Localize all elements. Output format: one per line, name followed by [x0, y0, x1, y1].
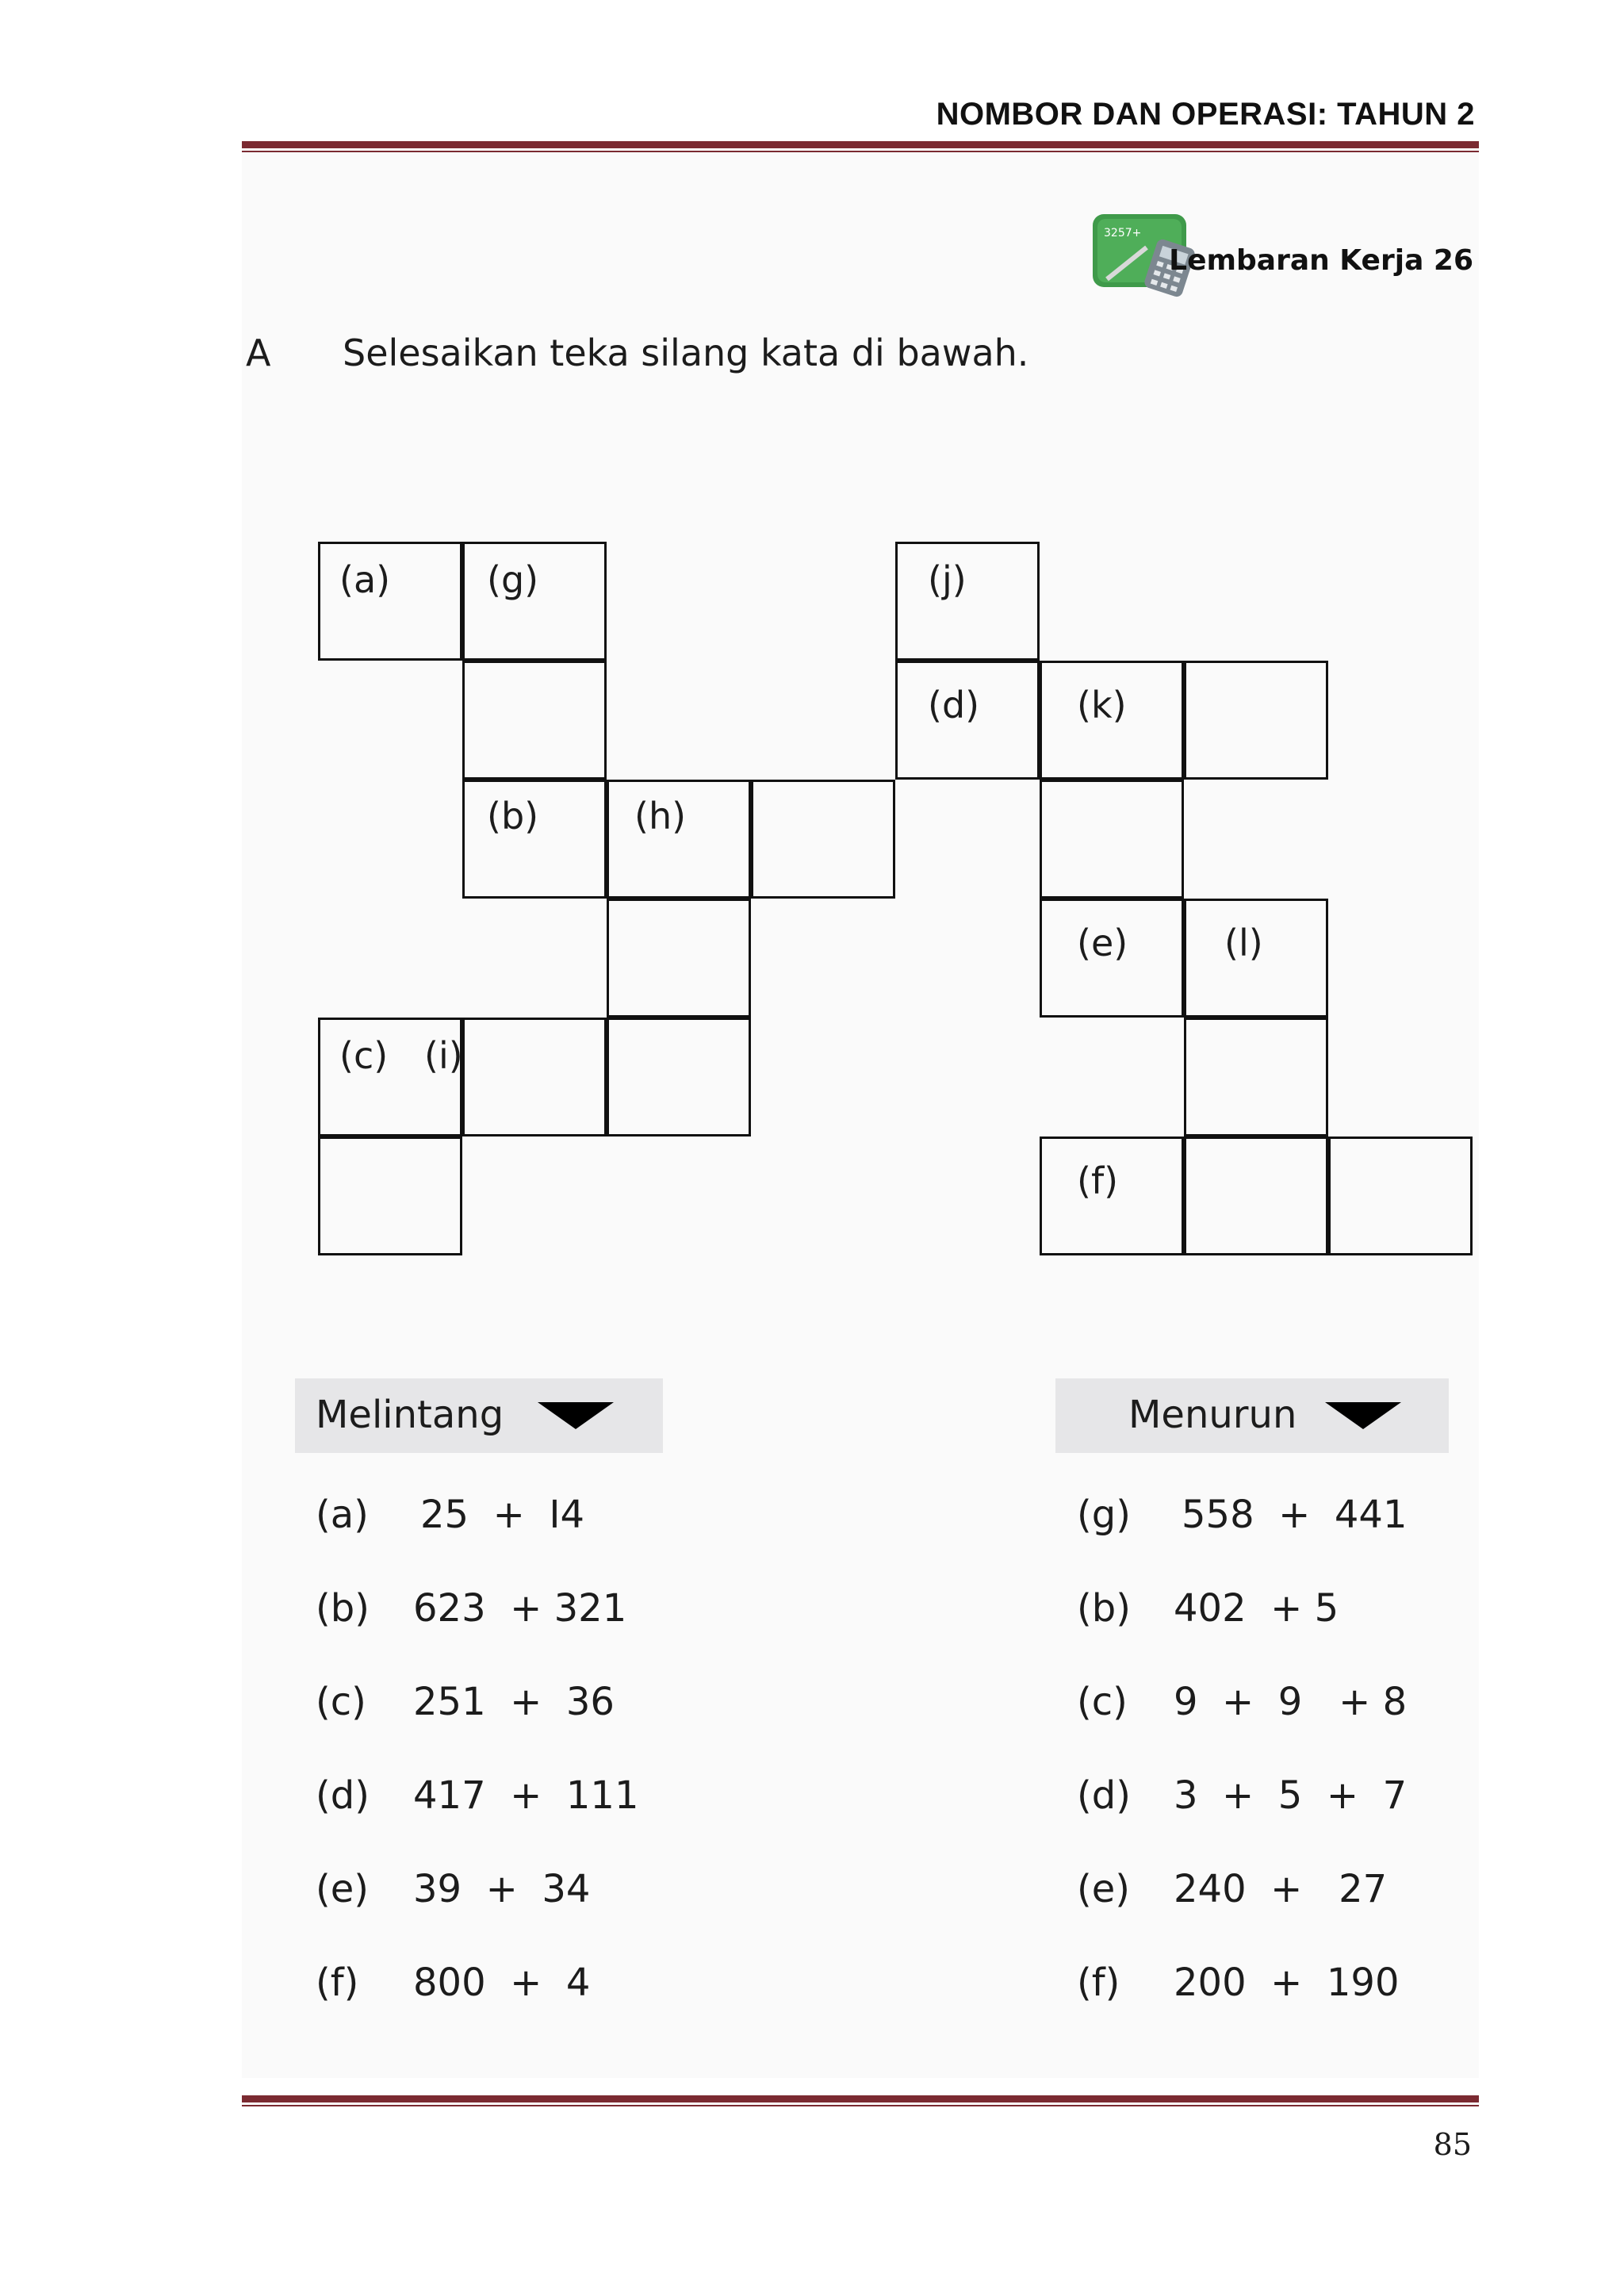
icon-text: 3257+: [1104, 227, 1142, 240]
triangle-down-icon: [1325, 1402, 1401, 1429]
across-clue-expr: 800 + 4: [413, 1961, 591, 2005]
across-clue-label: (a): [316, 1493, 369, 1537]
across-clue-label: (f): [316, 1961, 359, 2005]
down-clue-expr: 200 + 190: [1174, 1961, 1400, 2005]
page-number: 85: [1433, 2127, 1472, 2162]
across-clue-expr: 25 + I4: [420, 1493, 585, 1537]
grid-label-a: (a): [339, 558, 391, 601]
grid-label-d: (d): [928, 684, 980, 726]
grid-cell[interactable]: [318, 1137, 462, 1255]
across-clue-label: (e): [316, 1867, 369, 1911]
across-clue-expr: 623 + 321: [413, 1586, 627, 1631]
across-clue-expr: 251 + 36: [413, 1680, 615, 1724]
grid-cell[interactable]: [895, 542, 1040, 661]
grid-label-e: (e): [1077, 922, 1128, 964]
across-clue-expr: 39 + 34: [413, 1867, 591, 1911]
down-clue-label: (b): [1077, 1586, 1131, 1631]
grid-cell[interactable]: [1184, 1137, 1328, 1255]
down-clue-label: (g): [1077, 1493, 1131, 1537]
header-rule-thin: [242, 151, 1479, 152]
section-letter: A: [246, 332, 271, 374]
grid-label-g: (g): [487, 558, 539, 601]
grid-label-j: (j): [928, 558, 967, 601]
triangle-down-icon: [538, 1402, 614, 1429]
down-clue-expr: 558 + 441: [1182, 1493, 1408, 1537]
across-clue-label: (c): [316, 1680, 366, 1724]
down-clue-label: (c): [1077, 1680, 1128, 1724]
header-title: NOMBOR DAN OPERASI: TAHUN 2: [936, 97, 1475, 132]
down-clue-label: (f): [1077, 1961, 1120, 2005]
grid-cell[interactable]: [1040, 780, 1184, 899]
down-header: [1055, 1378, 1449, 1453]
grid-cell[interactable]: [1328, 1137, 1473, 1255]
grid-label-c: (c): [339, 1034, 389, 1077]
header-rule: [242, 141, 1479, 148]
down-clue-expr: 240 + 27: [1174, 1867, 1388, 1911]
grid-label-h: (h): [634, 795, 687, 838]
footer-rule: [242, 2095, 1479, 2102]
grid-cell[interactable]: [607, 899, 751, 1018]
down-clue-label: (d): [1077, 1773, 1131, 1818]
grid-label-b: (b): [487, 795, 539, 838]
down-title: Menurun: [1128, 1393, 1297, 1437]
across-header: [295, 1378, 663, 1453]
grid-cell[interactable]: [1184, 1018, 1328, 1137]
down-clue-expr: 9 + 9 + 8: [1174, 1680, 1408, 1724]
across-clue-label: (b): [316, 1586, 370, 1631]
instruction: Selesaikan teka silang kata di bawah.: [343, 332, 1029, 374]
grid-cell[interactable]: [607, 1018, 751, 1137]
grid-label-i: (i): [424, 1034, 463, 1077]
grid-label-l: (l): [1224, 922, 1263, 964]
grid-label-f: (f): [1077, 1159, 1119, 1202]
down-clue-expr: 3 + 5 + 7: [1174, 1773, 1408, 1818]
grid-cell[interactable]: [751, 780, 895, 899]
grid-cell[interactable]: [1184, 661, 1328, 780]
footer-rule-thin: [242, 2105, 1479, 2106]
grid-label-k: (k): [1077, 684, 1127, 726]
down-clue-expr: 402 + 5: [1174, 1586, 1339, 1631]
across-title: Melintang: [316, 1393, 504, 1437]
grid-cell[interactable]: [462, 1018, 607, 1137]
grid-cell[interactable]: [462, 661, 607, 780]
worksheet-label: Lembaran Kerja 26: [1169, 244, 1473, 277]
across-clue-label: (d): [316, 1773, 370, 1818]
down-clue-label: (e): [1077, 1867, 1130, 1911]
across-clue-expr: 417 + 111: [413, 1773, 639, 1818]
